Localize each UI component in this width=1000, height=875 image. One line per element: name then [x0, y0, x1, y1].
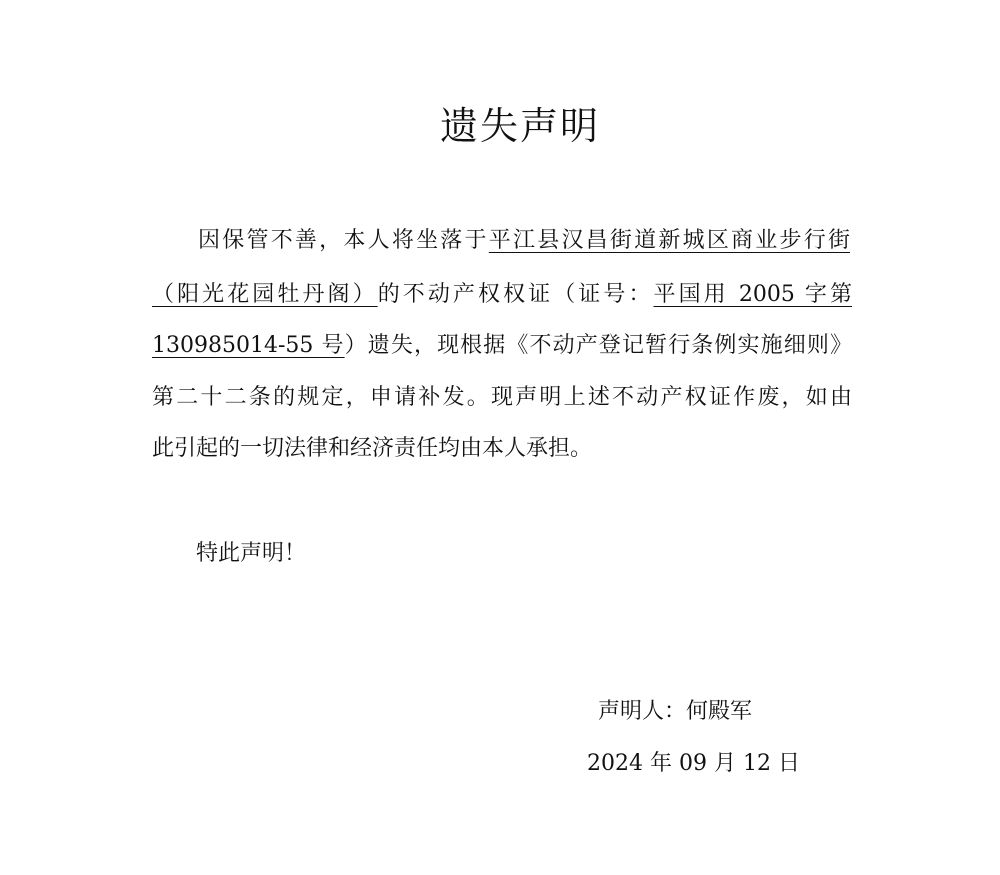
body-line-4: 第二十二条的规定，申请补发。现声明上述不动产权证作废，如由 [152, 385, 852, 410]
signer-line: 声明人：何殿军 [598, 699, 753, 724]
certificate-number-underlined-cont: 130985014-55 号 [152, 333, 345, 358]
closing-statement: 特此声明！ [196, 541, 307, 566]
body-text: 的不动产权权证（证号： [377, 282, 654, 307]
document-title: 遗失声明 [439, 104, 600, 148]
date-line: 2024 年 09 月 12 日 [587, 751, 800, 776]
property-building-underlined: （阳光花园牡丹阁） [152, 282, 378, 307]
property-location-underlined: 平江县汉昌街道新城区商业步行街 [488, 228, 850, 253]
body-line-5: 此引起的一切法律和经济责任均由本人承担。 [152, 436, 593, 461]
body-line-3 [152, 331, 852, 361]
body-text: ）遗失，现根据《不动产登记暂行条例实施细则》 [344, 333, 852, 358]
body-line-2 [152, 280, 852, 310]
body-text: 因保管不善，本人将坐落于 [198, 228, 489, 253]
certificate-number-underlined: 平国用 2005 字第 [653, 282, 852, 307]
body-line-1 [198, 226, 850, 256]
